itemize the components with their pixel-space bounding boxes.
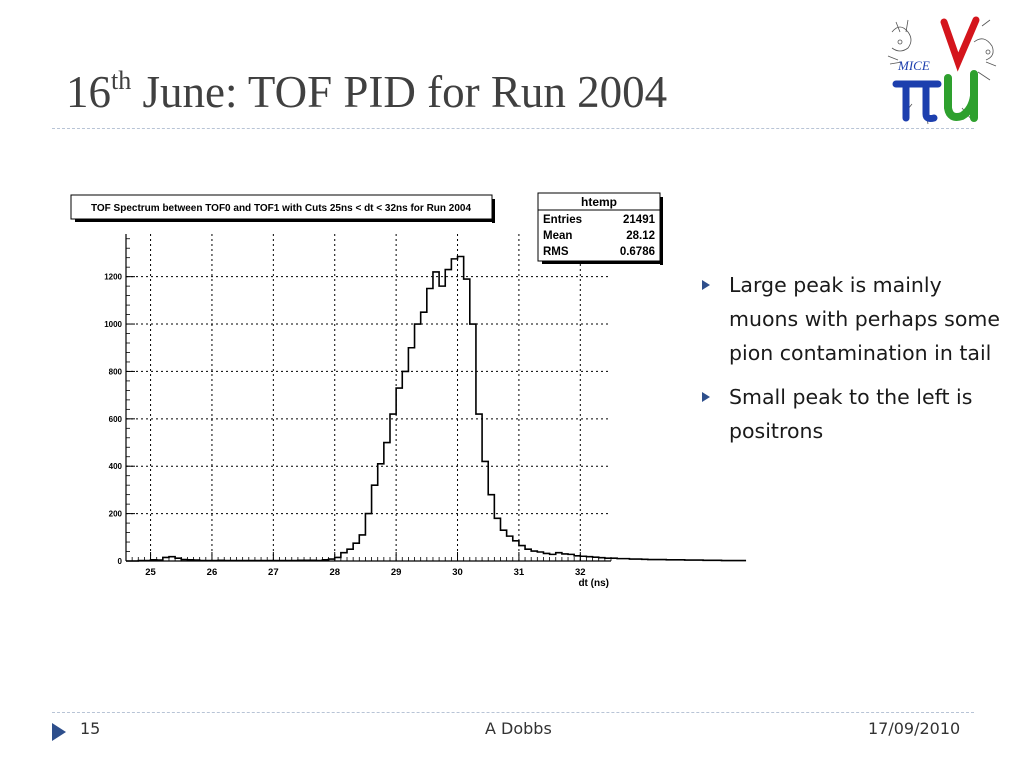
- title-divider: [52, 128, 974, 129]
- bullet-arrow-icon: [702, 280, 710, 290]
- footer-divider: [52, 712, 974, 713]
- stats-rms-value: 0.6786: [619, 246, 655, 258]
- x-tick-label: 30: [452, 567, 463, 578]
- y-tick-label: 400: [108, 462, 122, 472]
- footer-arrow-icon: [52, 723, 66, 741]
- y-tick-label: 600: [108, 414, 122, 424]
- stats-box-title: htemp: [581, 195, 617, 209]
- x-tick-label: 31: [513, 567, 525, 578]
- y-tick-label: 0: [117, 557, 122, 566]
- y-tick-label: 1000: [104, 320, 122, 330]
- chart-title-box: [71, 195, 495, 223]
- x-tick-label: 25: [145, 567, 156, 578]
- bullet-arrow-icon: [702, 392, 710, 402]
- x-axis: [126, 552, 611, 578]
- footer-date: 17/09/2010: [868, 719, 961, 738]
- x-tick-label: 32: [575, 567, 586, 578]
- y-axis: [104, 234, 135, 566]
- y-tick-label: 800: [108, 367, 122, 377]
- chart-title: TOF Spectrum between TOF0 and TOF1 with Cuts 25ns < dt < 32ns for Run 2004: [90, 203, 472, 214]
- bullet-item: Small peak to the left is positrons: [700, 380, 1000, 448]
- x-tick-label: 26: [206, 567, 218, 578]
- stats-box: [538, 193, 663, 265]
- title-superscript: th: [111, 66, 132, 95]
- svg-text:MICE: MICE: [898, 58, 930, 73]
- stats-mean-label: Mean: [543, 230, 573, 242]
- plot-grid: [126, 234, 611, 561]
- x-tick-label: 29: [390, 567, 402, 578]
- footer-author: A Dobbs: [485, 719, 552, 738]
- y-tick-label: 1200: [104, 272, 122, 282]
- x-tick-label: 27: [268, 567, 279, 578]
- mice-logo-icon: [882, 12, 1002, 128]
- histogram-series: [126, 257, 746, 561]
- tof-histogram-chart: [66, 190, 655, 590]
- stats-mean-value: 28.12: [626, 230, 655, 242]
- stats-entries-label: Entries: [543, 214, 582, 226]
- bullet-list: [700, 268, 1000, 458]
- stats-entries-value: 21491: [623, 214, 655, 226]
- bullet-item: Large peak is mainly muons with perhaps some pion contamination in tail: [700, 268, 1000, 370]
- slide-number: 15: [80, 719, 101, 738]
- x-axis-label: dt (ns): [578, 578, 609, 589]
- y-tick-label: 200: [108, 509, 122, 519]
- slide-title: 16th June: TOF PID for Run 2004: [66, 66, 668, 117]
- x-tick-label: 28: [329, 567, 341, 578]
- stats-rms-label: RMS: [543, 246, 569, 258]
